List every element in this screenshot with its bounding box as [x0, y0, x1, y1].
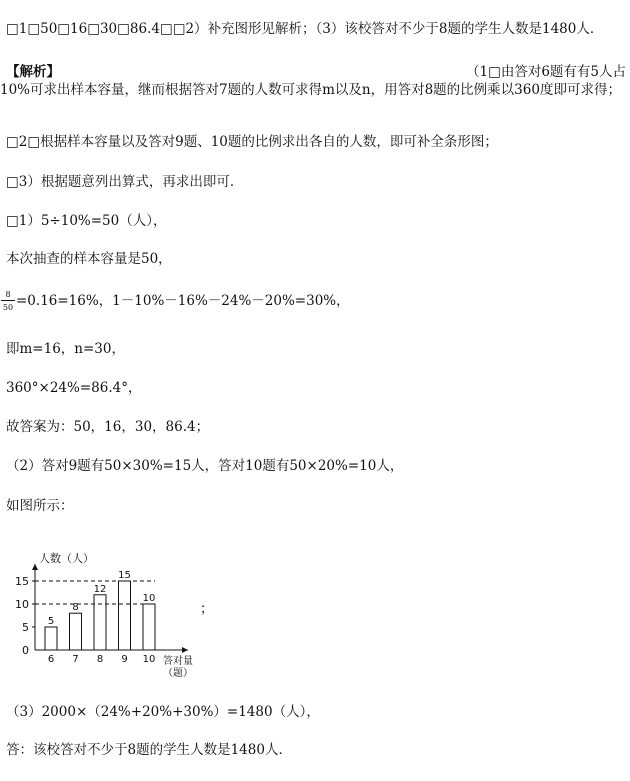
bar: [94, 595, 106, 650]
bar: [119, 581, 131, 650]
y-axis-arrow: [32, 564, 38, 570]
solution-step-8: 如图所示：: [6, 498, 74, 514]
analysis-paragraph-1-start: （1□由答对6题有有5人占: [466, 64, 627, 80]
y-tick-label: 10: [15, 598, 29, 611]
x-axis-label-unit: （题）: [163, 668, 193, 679]
solution-step-4: 即m=16，n=30，: [6, 341, 125, 357]
solution-step-7: （2）答对9题有50×30%=15人，答对10题有50×20%=10人，: [6, 458, 404, 474]
bar: [143, 604, 155, 650]
fraction-numerator: 8: [5, 290, 11, 299]
bar-data-label: 8: [72, 602, 79, 614]
bar-data-label: 5: [47, 616, 55, 627]
bar-data-label: 15: [118, 570, 131, 581]
analysis-tag: 【解析】: [6, 64, 60, 80]
final-answer: 答：该校答对不少于8题的学生人数是1480人．: [6, 742, 292, 758]
solution-step-6: 故答案为：50，16，30，86.4；: [6, 419, 210, 435]
y-tick-label: 0: [22, 644, 29, 657]
x-tick-label: 6: [47, 654, 55, 665]
bar: [45, 627, 57, 650]
x-tick-label: 9: [121, 654, 128, 665]
x-axis-label: 答对量: [163, 656, 193, 667]
bar-data-label: 10: [142, 593, 156, 604]
analysis-paragraph-2: □2□根据样本容量以及答对9题、10题的比例求出各自的人数，即可补全条形图；: [6, 134, 498, 150]
solution-step-5: 360°×24%=86.4°，: [6, 380, 142, 396]
answer-summary: □1□50□16□30□86.4□□2）补充图形见解析；（3）该校答对不少于8题的学生人数是1480人．: [6, 21, 604, 37]
bar-chart: [8, 550, 218, 690]
x-tick-label: 10: [142, 654, 156, 665]
x-axis-arrow: [182, 647, 188, 653]
analysis-paragraph-1: 10%可求出样本容量，继而根据答对7题的人数可求得m以及n，用答对8题的比例乘以360度即可求得；: [0, 82, 621, 98]
bar: [70, 613, 82, 650]
solution-step-1: □1）5÷10%=50（人），: [6, 213, 167, 229]
x-tick-label: 8: [96, 654, 104, 665]
y-axis-label: 人数（人）: [39, 552, 94, 565]
y-tick-label: 15: [15, 575, 29, 588]
fraction-denominator: 50: [2, 303, 14, 312]
solution-step-3: =0.16=16%，1－10%－16%－24%－20%=30%，: [16, 293, 350, 309]
fraction-bar: [1, 300, 15, 301]
chart-trailing-semicolon: ；: [200, 601, 214, 617]
solution-step-2: 本次抽查的样本容量是50，: [6, 251, 172, 267]
bar-data-label: 12: [93, 583, 107, 595]
x-tick-label: 7: [72, 654, 79, 665]
solution-step-9: （3）2000×（24%+20%+30%）=1480（人），: [6, 704, 320, 720]
y-tick-label: 5: [22, 621, 29, 634]
analysis-paragraph-3: □3）根据题意列出算式，再求出即可．: [6, 174, 244, 190]
